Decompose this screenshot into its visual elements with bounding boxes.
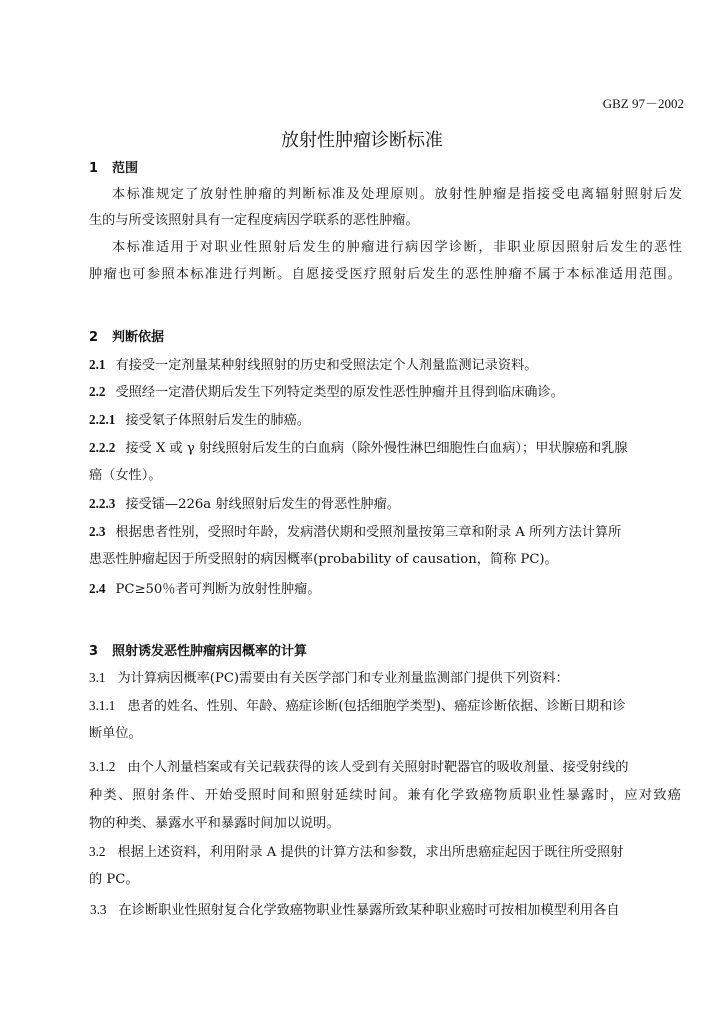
paragraph-line: 的 PC。 bbox=[89, 872, 139, 887]
clause-text: 在诊断职业性照射复合化学致癌物职业性暴露所致某种职业癌时可按相加模型利用各自 bbox=[118, 903, 620, 918]
clause-number: 2.4 bbox=[89, 581, 106, 596]
clause-number: 3.1 bbox=[89, 670, 106, 685]
section-number: 2 bbox=[89, 330, 99, 345]
clause-text: 根据上述资料，利用附录 A 提供的计算方法和参数，求出所患癌症起因于既往所受照射 bbox=[117, 845, 624, 860]
standard-code: GBZ 97－2002 bbox=[602, 96, 684, 111]
section-number: 1 bbox=[89, 161, 99, 176]
clause-2-1 bbox=[89, 356, 681, 375]
clause-3-1-2 bbox=[89, 758, 681, 777]
clause-number: 3.3 bbox=[90, 902, 107, 917]
section-2-heading bbox=[89, 329, 681, 347]
section-3-heading bbox=[89, 643, 681, 661]
clause-number: 2.2.3 bbox=[89, 496, 116, 511]
clause-number: 2.2 bbox=[89, 384, 106, 399]
clause-number: 3.1.1 bbox=[89, 698, 116, 713]
paragraph-line: 本标准适用于对职业性照射后发生的肿瘤进行病因学诊断，非职业原因照射后发生的恶性 bbox=[112, 240, 682, 255]
clause-text: 接受镭—226a 射线照射后发生的骨恶性肿瘤。 bbox=[125, 497, 400, 512]
clause-text: 受照经一定潜伏期后发生下列特定类型的原发性恶性肿瘤并且得到临床确诊。 bbox=[115, 385, 564, 400]
clause-3-1-1 bbox=[89, 697, 681, 716]
page-title: 放射性肿瘤诊断标准 bbox=[281, 130, 443, 151]
clause-text: 为计算病因概率(PC)需要由有关医学部门和专业剂量监测部门提供下列资料： bbox=[117, 671, 569, 686]
clause-text: PC≥50％者可判断为放射性肿瘤。 bbox=[115, 582, 321, 597]
clause-2-2-2 bbox=[89, 439, 681, 458]
clause-2-2-1 bbox=[89, 411, 681, 430]
section-title: 判断依据 bbox=[112, 330, 165, 345]
clause-2-2-3 bbox=[89, 495, 681, 514]
paragraph-line: 患恶性肿瘤起因于所受照射的病因概率(probability of causation，简称 PC)。 bbox=[89, 552, 558, 567]
paragraph-line: 种类、照射条件、开始受照时间和照射延续时间。兼有化学致癌物质职业性暴露时，应对致癌 bbox=[89, 788, 681, 803]
clause-text: 接受 X 或 γ 射线照射后发生的白血病（除外慢性淋巴细胞性白血病）；甲状腺癌和乳腺 bbox=[125, 441, 628, 456]
paragraph-line: 断单位。 bbox=[89, 726, 142, 741]
paragraph-line: 生的与所受该照射具有一定程度病因学联系的恶性肿瘤。 bbox=[89, 213, 419, 228]
clause-number: 3.2 bbox=[89, 844, 106, 859]
paragraph-line: 癌（女性）。 bbox=[89, 468, 162, 483]
clause-3-2 bbox=[89, 843, 681, 862]
section-1-heading bbox=[89, 160, 681, 178]
clause-text: 根据患者性别，受照时年龄，发病潜伏期和受照剂量按第三章和附录 A 所列方法计算所 bbox=[115, 525, 622, 540]
clause-text: 接受氡子体照射后发生的肺癌。 bbox=[125, 413, 310, 428]
paragraph-line: 肿瘤也可参照本标准进行判断。自愿接受医疗照射后发生的恶性肿瘤不属于本标准适用范围。 bbox=[89, 267, 681, 282]
section-number: 3 bbox=[89, 644, 99, 659]
clause-2-2 bbox=[89, 383, 681, 402]
clause-number: 2.1 bbox=[89, 357, 106, 372]
clause-number: 2.3 bbox=[89, 524, 106, 539]
clause-text: 患者的姓名、性别、年龄、癌症诊断(包括细胞学类型)、癌症诊断依据、诊断日期和诊 bbox=[127, 699, 626, 714]
clause-number: 3.1.2 bbox=[89, 759, 116, 774]
clause-3-3 bbox=[90, 901, 682, 920]
section-title: 范围 bbox=[112, 161, 139, 176]
paragraph-line: 本标准规定了放射性肿瘤的判断标准及处理原则。放射性肿瘤是指接受电离辐射照射后发 bbox=[112, 187, 682, 202]
clause-2-4 bbox=[89, 580, 681, 599]
clause-3-1 bbox=[89, 669, 681, 688]
section-title: 照射诱发恶性肿瘤病因概率的计算 bbox=[112, 644, 308, 659]
clause-text: 有接受一定剂量某种射线照射的历史和受照法定个人剂量监测记录资料。 bbox=[115, 358, 538, 373]
paragraph-line: 物的种类、暴露水平和暴露时间加以说明。 bbox=[89, 816, 340, 831]
clause-number: 2.2.2 bbox=[89, 440, 116, 455]
clause-text: 由个人剂量档案或有关记载获得的该人受到有关照射时靶器官的吸收剂量、接受射线的 bbox=[127, 760, 629, 775]
clause-number: 2.2.1 bbox=[89, 412, 116, 427]
clause-2-3 bbox=[89, 523, 681, 542]
